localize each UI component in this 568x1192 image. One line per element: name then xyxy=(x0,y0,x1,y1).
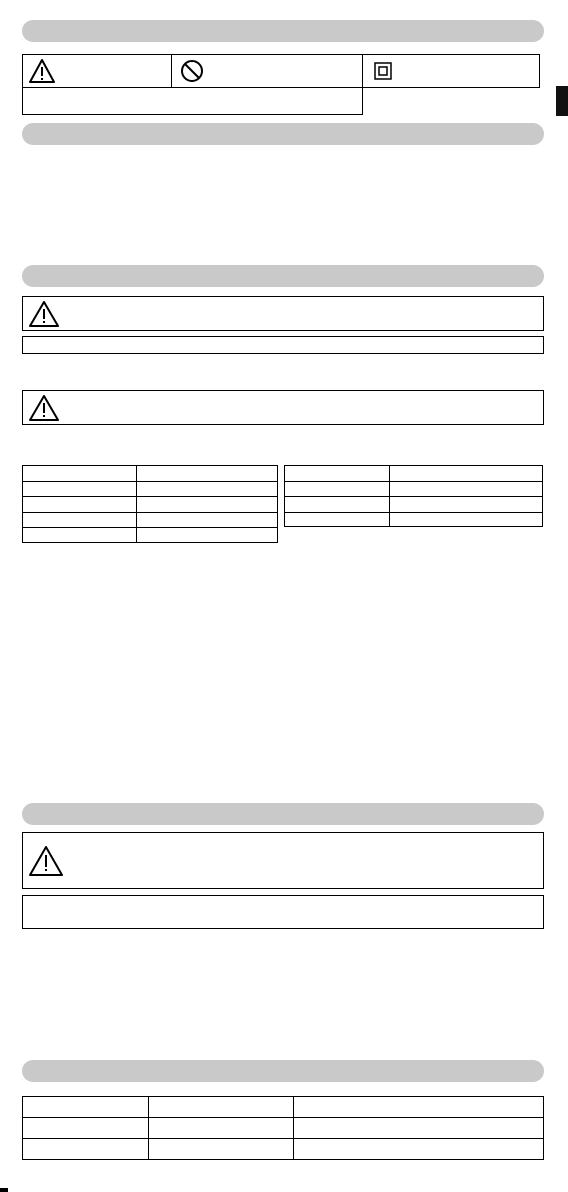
bottom-table xyxy=(22,1096,544,1160)
prohibition-icon xyxy=(180,59,204,83)
specs-table-right xyxy=(284,465,543,527)
warning-icon xyxy=(29,394,59,422)
section-header-bar-3 xyxy=(22,265,544,287)
section-header-bar-2 xyxy=(22,123,544,145)
section-header-bar-5 xyxy=(22,1060,544,1082)
note-box xyxy=(22,895,544,929)
warning-icon xyxy=(29,845,63,877)
language-tab-marker xyxy=(556,86,568,116)
warning-note-line-1 xyxy=(22,336,544,354)
warning-icon xyxy=(29,58,55,84)
warning-icon xyxy=(29,300,59,328)
symbols-description-row xyxy=(22,87,363,115)
page-corner-mark xyxy=(0,1188,8,1192)
section-header-bar-4 xyxy=(22,803,544,825)
warning-box-1 xyxy=(22,296,544,331)
section-header-bar-1 xyxy=(22,20,544,42)
warning-box-3 xyxy=(22,832,544,889)
symbols-table xyxy=(22,54,540,88)
double-insulation-icon xyxy=(374,62,392,80)
warning-box-2 xyxy=(22,390,544,425)
specs-table-left xyxy=(22,465,278,543)
